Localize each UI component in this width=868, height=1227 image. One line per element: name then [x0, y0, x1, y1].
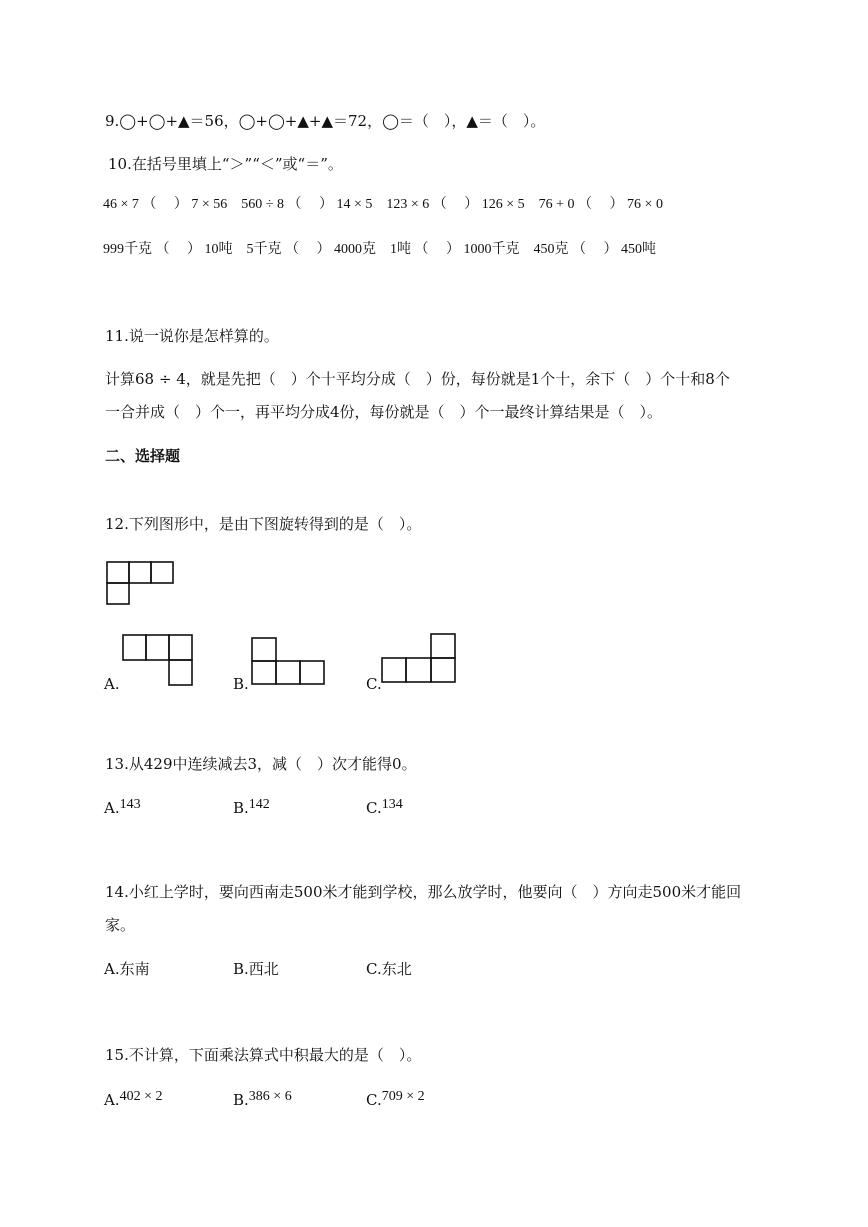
q14-option-c[interactable]: C.东北 [366, 960, 412, 978]
q15-option-c[interactable]: C.709 × 2 [366, 1089, 425, 1109]
option-b-label[interactable]: B. [233, 675, 249, 693]
question-13-title: 13.从429中连续减去3，减（ ）次才能得0。 [105, 755, 417, 773]
question-12-title: 12.下列图形中，是由下图旋转得到的是（ ）。 [105, 515, 422, 533]
reference-shape [106, 561, 176, 607]
question-11-line-2: 一合并成（ ）个一，再平均分成4份，每份就是（ ）个一最终计算结果是（ ）。 [105, 403, 663, 421]
question-15-title: 15.不计算，下面乘法算式中积最大的是（ ）。 [105, 1046, 422, 1064]
question-14-line-2: 家。 [105, 916, 136, 934]
question-10-row-1: 46 × 7 （ ） 7 × 56 560 ÷ 8 （ ） 14 × 5 123 × 6 （ ） 126 × 5 76 + 0 （ ） 76 × 0 [103, 197, 663, 212]
q13-option-c[interactable]: C.134 [366, 797, 403, 817]
q15-option-b[interactable]: B.386 × 6 [233, 1089, 292, 1109]
question-14-line-1: 14.小红上学时，要向西南走500米才能到学校，那么放学时，他要向（ ）方向走500米才能回 [105, 883, 742, 901]
question-10-title: 10.在括号里填上“＞”“＜”或“＝”。 [108, 155, 343, 173]
option-c-label[interactable]: C. [366, 675, 382, 693]
question-9: 9.◯+◯+▲＝56，◯+◯+▲+▲＝72，◯＝（ ），▲＝（ ）。 [105, 112, 546, 130]
question-11-line-1: 计算68 ÷ 4，就是先把（ ）个十平均分成（ ）份，每份就是1个十，余下（ ）个十和8个 [105, 370, 730, 388]
question-11-title: 11.说一说你是怎样算的。 [105, 327, 279, 345]
option-c-shape[interactable] [381, 633, 459, 687]
option-a-shape[interactable] [122, 634, 196, 688]
q14-option-a[interactable]: A.东南 [104, 960, 150, 978]
q13-option-a[interactable]: A.143 [104, 797, 141, 817]
section-heading-choice: 二、选择题 [105, 447, 181, 465]
q15-option-a[interactable]: A.402 × 2 [104, 1089, 163, 1109]
q13-option-b[interactable]: B.142 [233, 797, 270, 817]
option-b-shape[interactable] [251, 637, 327, 687]
question-10-row-2: 999千克 （ ） 10吨 5千克 （ ） 4000克 1吨 （ ） 1000千克 450克 （ ） 450吨 [103, 242, 656, 257]
q14-option-b[interactable]: B.西北 [233, 960, 279, 978]
option-a-label[interactable]: A. [104, 675, 120, 693]
